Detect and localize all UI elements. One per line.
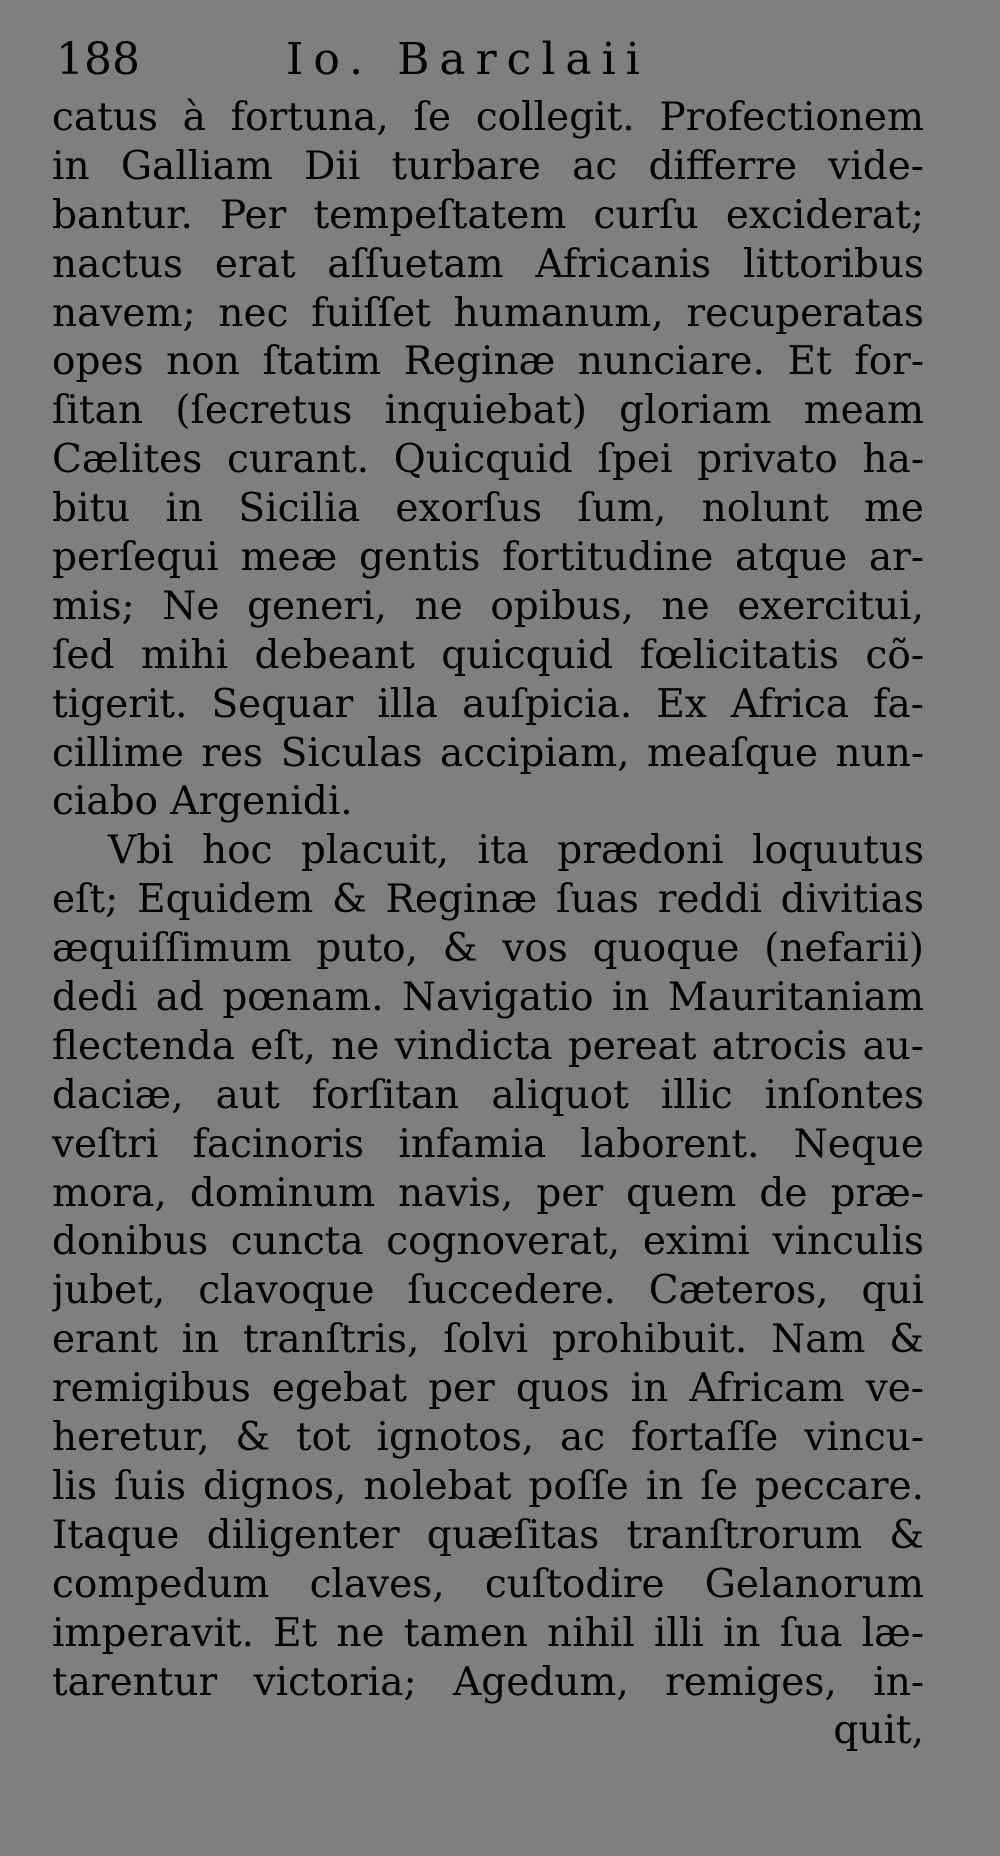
text-line: perſequi meæ gentis fortitudine atque ar- [52, 535, 924, 581]
page-header [56, 30, 936, 90]
text-line: ſitan (ſecretus inquiebat) gloriam meam [52, 388, 924, 434]
text-line: bantur. Per tempeſtatem curſu exciderat; [52, 192, 924, 238]
text-line: nactus erat aſſuetam Africanis littoribus [52, 241, 924, 287]
text-line: æquiſſimum puto, & vos quoque (nefarii) [52, 926, 924, 972]
text-line: flectenda eſt, ne vindicta pereat atrocis au- [52, 1023, 924, 1069]
text-line: dedi ad pœnam. Navigatio in Mauritaniam [52, 975, 924, 1021]
text-line: remigibus egebat per quos in Africam ve- [52, 1366, 924, 1412]
text-line: ſed mihi debeant quicquid fœlicitatis cõ- [52, 632, 924, 678]
text-line: tarentur victoria; Agedum, remiges, in- [52, 1659, 924, 1705]
body-text [52, 94, 924, 1756]
text-line: lis ſuis dignos, nolebat poſſe in ſe peccare. [52, 1463, 924, 1509]
catchword: quit, [833, 1708, 924, 1754]
paragraph-end-line: ciabo Argenidi. [52, 779, 353, 825]
text-line: imperavit. Et ne tamen nihil illi in ſua læ- [52, 1610, 924, 1656]
text-line: donibus cuncta cognoverat, eximi vinculis [52, 1219, 924, 1265]
text-line: in Galliam Dii turbare ac differre vide- [52, 143, 924, 189]
text-line: Cælites curant. Quicquid ſpei privato ha- [52, 437, 924, 483]
text-line: mora, dominum navis, per quem de præ- [52, 1170, 924, 1216]
text-line: catus à fortuna, ſe collegit. Profectionem [52, 95, 924, 140]
paragraph-start-line: Vbi hoc placuit, ita prædoni loquutus [108, 828, 924, 874]
text-line: heretur, & tot ignotos, ac fortaſſe vincu- [52, 1415, 924, 1461]
text-line: Itaque diligenter quæſitas tranſtrorum & [52, 1512, 924, 1558]
text-line: opes non ſtatim Reginæ nunciare. Et for- [52, 339, 924, 385]
text-line: mis; Ne generi, ne opibus, ne exercitui, [52, 583, 924, 629]
text-line: erant in tranſtris, ſolvi prohibuit. Nam & [52, 1317, 924, 1363]
text-line: jubet, clavoque ſuccedere. Cæteros, qui [52, 1268, 924, 1314]
text-line: eſt; Equidem & Reginæ ſuas reddi divitias [52, 877, 924, 923]
text-line: daciæ, aut forſitan aliquot illic inſontes [52, 1072, 924, 1118]
text-line: bitu in Sicilia exorſus ſum, nolunt me [52, 486, 924, 532]
text-line: navem; nec fuiſſet humanum, recuperatas [52, 290, 924, 336]
running-head: Io. Barclaii [286, 34, 650, 85]
text-line: tigerit. Sequar illa auſpicia. Ex Africa fa- [52, 681, 924, 727]
page-number: 188 [56, 34, 140, 85]
text-line: cillime res Siculas accipiam, meaſque nun- [52, 730, 924, 776]
text-line: veſtri facinoris infamia laborent. Neque [52, 1121, 924, 1167]
text-line: compedum claves, cuſtodire Gelanorum [52, 1561, 924, 1607]
